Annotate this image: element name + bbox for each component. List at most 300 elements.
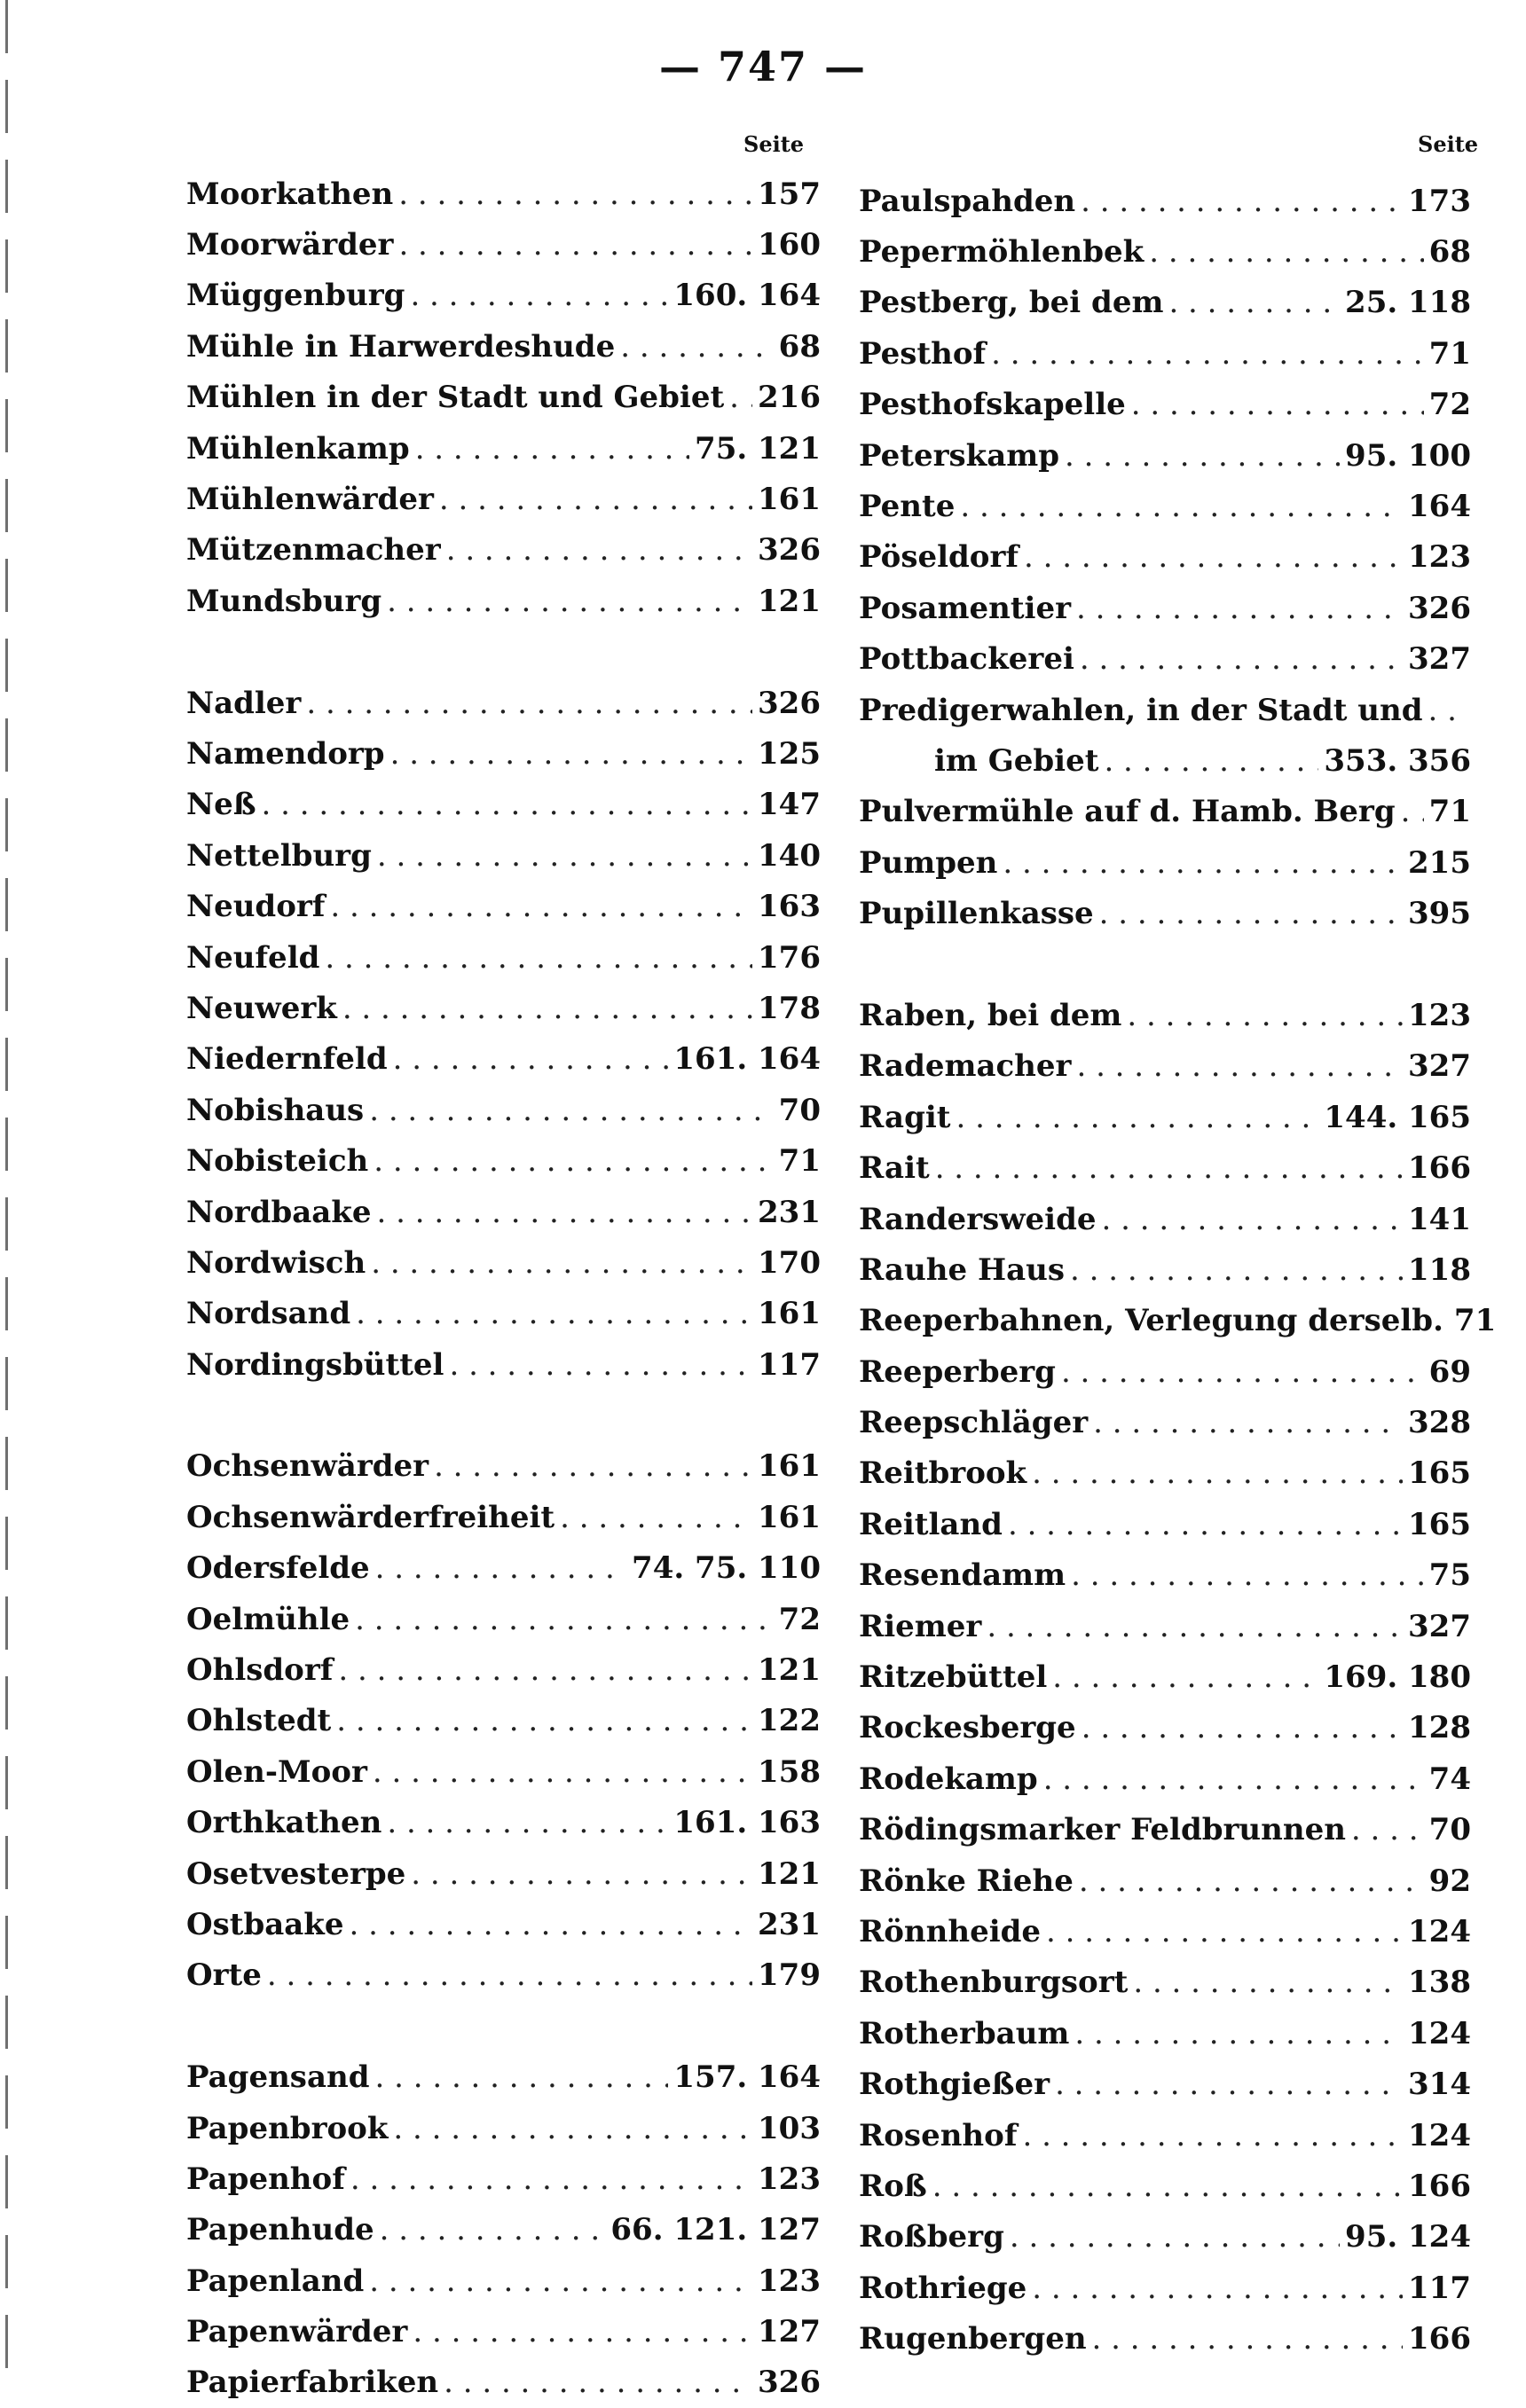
- dot-leader: [350, 2161, 752, 2197]
- entry-pages: 124: [1408, 2117, 1471, 2153]
- index-entry: [859, 1550, 1471, 1601]
- dot-leader: [956, 1100, 1318, 1135]
- index-entry: [186, 1798, 821, 1848]
- dot-leader: [387, 584, 752, 619]
- index-entry: [186, 1441, 821, 1492]
- index-entry: [186, 2357, 821, 2408]
- dot-leader: [1079, 1863, 1424, 1899]
- entry-pages: 68: [778, 328, 821, 365]
- entry-pages: 25. 118: [1345, 285, 1471, 321]
- entry-name: Müggenburg: [186, 278, 405, 314]
- dot-leader: [991, 336, 1424, 372]
- index-entry: [859, 583, 1471, 633]
- entry-name: Osetvesterpe: [186, 1855, 406, 1892]
- column-label-seite-left: Seite: [743, 131, 805, 157]
- index-entry: [186, 576, 821, 626]
- dot-leader: [330, 889, 752, 924]
- entry-name: Rosenhof: [859, 2117, 1018, 2153]
- entry-name: Reitland: [859, 1506, 1003, 1542]
- entry-pages: 231: [758, 1906, 821, 1942]
- entry-name: Raben, bei dem: [859, 997, 1122, 1033]
- dot-leader: [560, 1500, 752, 1535]
- entry-pages: 164: [1408, 489, 1471, 525]
- dot-leader: [342, 991, 752, 1026]
- index-entry: [186, 219, 821, 270]
- entry-name: Papenhof: [186, 2161, 345, 2197]
- dot-leader: [1082, 1710, 1403, 1745]
- entry-name: Ostbaake: [186, 1906, 344, 1942]
- entry-pages: 327: [1408, 1048, 1471, 1085]
- index-entry: [859, 2110, 1471, 2161]
- entry-pages: 68: [1428, 234, 1471, 271]
- entry-pages: 123: [1408, 539, 1471, 576]
- entry-name: Oelmühle: [186, 1601, 350, 1637]
- entry-pages: 326: [758, 685, 821, 721]
- dot-leader: [1092, 2321, 1403, 2357]
- entry-pages: 160: [758, 227, 821, 263]
- index-entry: [859, 1041, 1471, 1092]
- entry-name: Nordbaake: [186, 1194, 372, 1230]
- group-separator: [186, 1390, 821, 1440]
- entry-name: Mühlen in der Stadt und Gebiet: [186, 380, 725, 416]
- entry-pages: 144. 165: [1324, 1099, 1471, 1135]
- dot-leader: [1003, 845, 1403, 881]
- entry-name: Rodekamp: [859, 1761, 1038, 1797]
- entry-name: Randersweide: [859, 1201, 1097, 1237]
- entry-name: Rothriege: [859, 2270, 1027, 2306]
- entry-name: Moorkathen: [186, 176, 394, 212]
- dot-leader: [1043, 1761, 1424, 1797]
- dot-leader: [267, 1957, 752, 1993]
- index-entry: [186, 169, 821, 219]
- dot-leader: [411, 1856, 752, 1892]
- group-separator: [859, 939, 1471, 990]
- entry-pages: 161. 164: [673, 1041, 821, 1078]
- entry-name: Pente: [859, 489, 956, 525]
- entry-pages: 161: [758, 1296, 821, 1332]
- dot-leader: [373, 1754, 752, 1790]
- dot-leader: [444, 2365, 752, 2400]
- entry-name: Roßberg: [859, 2219, 1004, 2255]
- dot-leader: [1101, 1202, 1403, 1237]
- index-entry: [186, 932, 821, 983]
- dot-leader: [371, 1245, 752, 1281]
- entry-name: Ritzebüttel: [859, 1659, 1048, 1696]
- index-entry: [859, 1499, 1471, 1549]
- index-entry: [859, 634, 1471, 685]
- dot-leader: [390, 736, 752, 772]
- entry-pages: 140: [758, 837, 821, 874]
- index-entry: [186, 2051, 821, 2102]
- entry-pages: 95. 124: [1345, 2219, 1471, 2255]
- entry-name: Olen-Moor: [186, 1753, 367, 1790]
- entry-pages: 122: [758, 1703, 821, 1739]
- entry-pages: 125: [758, 735, 821, 772]
- index-entry: [186, 1085, 821, 1135]
- entry-pages: 72: [1428, 387, 1471, 423]
- entry-name: Odersfelde: [186, 1550, 370, 1587]
- dot-leader: [1127, 998, 1403, 1033]
- index-entry: [859, 1703, 1471, 1753]
- entry-name: Paulspahden: [859, 183, 1076, 219]
- index-entry: [186, 373, 821, 423]
- dot-leader: [369, 1093, 773, 1128]
- index-column-right: [859, 176, 1497, 2365]
- dot-leader: [336, 1703, 752, 1738]
- entry-name: Orthkathen: [186, 1805, 382, 1841]
- entry-name: Rademacher: [859, 1048, 1072, 1085]
- entry-pages: 118: [1408, 1251, 1471, 1288]
- entry-name: Rauhe Haus: [859, 1251, 1065, 1288]
- index-entry: [859, 2161, 1471, 2211]
- dot-leader: [1071, 1557, 1424, 1593]
- index-entry: [186, 1594, 821, 1644]
- dot-leader: [393, 2111, 752, 2146]
- entry-pages: 173: [1408, 183, 1471, 219]
- entry-pages: 215: [1408, 844, 1471, 881]
- entry-name: Papenland: [186, 2263, 365, 2299]
- index-entry: [859, 1194, 1471, 1244]
- index-entry: [859, 1601, 1471, 1651]
- dot-leader: [376, 1195, 752, 1230]
- entry-name: Nobisteich: [186, 1143, 369, 1180]
- index-entry: [186, 728, 821, 779]
- index-entry: [186, 1289, 821, 1339]
- entry-name: Reepschläger: [859, 1405, 1089, 1441]
- entry-name: Rait: [859, 1150, 930, 1187]
- entry-name: Ochsenwärder: [186, 1448, 429, 1485]
- dot-leader: [620, 329, 773, 365]
- entry-pages: 70: [1428, 1812, 1471, 1848]
- dot-leader: [415, 431, 689, 467]
- dot-leader: [1055, 2067, 1403, 2102]
- index-entry: [186, 1746, 821, 1797]
- entry-pages: 157. 164: [673, 2059, 821, 2096]
- entry-name: Rothenburgsort: [859, 1965, 1129, 2001]
- dot-leader: [434, 1448, 752, 1484]
- entry-pages: 161: [758, 1448, 821, 1485]
- dot-leader: [1133, 1965, 1403, 2000]
- dot-leader: [398, 227, 752, 263]
- index-entry: [186, 2103, 821, 2153]
- index-entry: [186, 423, 821, 474]
- entry-pages: 157: [758, 176, 821, 212]
- entry-pages: 69: [1428, 1353, 1471, 1390]
- entry-pages: 121: [758, 583, 821, 619]
- entry-pages: 127: [758, 2314, 821, 2350]
- entry-name: Mühlenkamp: [186, 430, 410, 467]
- index-entry: [859, 1906, 1471, 1957]
- entry-pages: 231: [758, 1194, 821, 1230]
- entry-name: Ohlsdorf: [186, 1652, 334, 1689]
- index-entry: [186, 474, 821, 524]
- entry-name: Rönke Riehe: [859, 1863, 1074, 1899]
- entry-name: Ohlstedt: [186, 1703, 332, 1739]
- dot-leader: [350, 1907, 753, 1942]
- page-edge-line: [5, 0, 8, 2377]
- dot-leader: [398, 176, 752, 212]
- index-entry: [859, 1957, 1471, 2008]
- index-entry: [186, 2205, 821, 2255]
- entry-name: Mützenmacher: [186, 532, 441, 569]
- entry-pages: 71: [1428, 794, 1471, 830]
- index-entry: [859, 2263, 1471, 2313]
- entry-name: Predigerwahlen, in der Stadt und: [859, 692, 1423, 728]
- dot-leader: [1131, 387, 1424, 422]
- entry-name: Nadler: [186, 685, 302, 721]
- entry-name: Reeperbahnen, Verlegung derselb.: [859, 1303, 1443, 1339]
- index-entry: [859, 278, 1471, 328]
- column-label-seite-right: Seite: [1418, 131, 1479, 157]
- index-entry: [859, 380, 1471, 430]
- dot-leader: [1074, 2016, 1403, 2051]
- index-entry: [186, 1237, 821, 1288]
- index-entry: [186, 1034, 821, 1085]
- entry-name: Resendamm: [859, 1557, 1066, 1594]
- index-entry-continuation: [859, 735, 1471, 786]
- dot-leader: [1061, 1354, 1424, 1390]
- entry-pages: 128: [1408, 1710, 1471, 1746]
- dot-leader: [1081, 184, 1403, 219]
- dot-leader: [325, 940, 752, 976]
- dot-leader: [375, 1550, 626, 1586]
- dot-leader: [413, 2314, 752, 2349]
- index-entry: [859, 1651, 1471, 1702]
- entry-pages: 353. 356: [1324, 742, 1471, 779]
- entry-name: Neß: [186, 787, 256, 823]
- entry-pages: 141: [1408, 1201, 1471, 1237]
- entry-name: Ochsenwärderfreiheit: [186, 1499, 555, 1535]
- index-entry: [186, 1848, 821, 1899]
- dot-leader: [1093, 1405, 1403, 1440]
- dot-leader: [729, 380, 752, 415]
- group-separator: [186, 627, 821, 678]
- index-entry: [186, 1187, 821, 1237]
- entry-name: Nordsand: [186, 1296, 351, 1332]
- index-entry: [859, 2313, 1471, 2364]
- entry-pages: 75. 121: [695, 430, 821, 467]
- dot-leader: [935, 1150, 1403, 1186]
- index-entry: [859, 2212, 1471, 2263]
- index-entry: [859, 176, 1471, 226]
- index-entry: [186, 780, 821, 830]
- entry-name: Pöseldorf: [859, 539, 1019, 576]
- entry-pages: 71: [1428, 335, 1471, 372]
- entry-name: Nordingsbüttel: [186, 1346, 444, 1383]
- entry-pages: 124: [1408, 1913, 1471, 1949]
- entry-pages: 121: [758, 1652, 821, 1689]
- dot-leader: [380, 2212, 606, 2247]
- entry-name: Papenwärder: [186, 2314, 408, 2350]
- entry-name: Rothgießer: [859, 2067, 1050, 2103]
- entry-name: Niedernfeld: [186, 1041, 388, 1078]
- entry-name: Neufeld: [186, 939, 320, 976]
- entry-name: Rödingsmarker Feldbrunnen: [859, 1812, 1346, 1848]
- index-entry: [859, 2059, 1471, 2109]
- dot-leader: [1046, 1914, 1403, 1949]
- dot-leader: [446, 532, 752, 568]
- entry-name: Pupillenkasse: [859, 896, 1094, 932]
- entry-pages: 71: [778, 1143, 821, 1180]
- entry-pages: 327: [1408, 641, 1471, 678]
- index-entry: [186, 2306, 821, 2357]
- entry-pages: 169. 180: [1324, 1659, 1471, 1696]
- entry-name: Mundsburg: [186, 583, 382, 619]
- entry-pages: 161: [758, 1499, 821, 1535]
- entry-pages: 123: [1408, 997, 1471, 1033]
- index-entry: [859, 1397, 1471, 1447]
- dot-leader: [374, 1143, 773, 1179]
- index-entry: [859, 328, 1471, 379]
- entry-pages: 163: [758, 889, 821, 925]
- entry-pages: 71: [1453, 1303, 1497, 1339]
- index-entry: [186, 1339, 821, 1390]
- index-entry: [186, 983, 821, 1033]
- entry-pages: 326: [758, 532, 821, 569]
- entry-pages: 95. 100: [1345, 437, 1471, 474]
- dot-leader: [1032, 1455, 1403, 1491]
- entry-name: Namendorp: [186, 735, 385, 772]
- entry-name: Peterskamp: [859, 437, 1060, 474]
- dot-leader: [356, 1296, 752, 1331]
- entry-name: Pestberg, bei dem: [859, 285, 1164, 321]
- index-entry: [186, 271, 821, 321]
- dot-leader: [1104, 743, 1318, 779]
- dot-leader: [1080, 641, 1403, 677]
- dot-leader: [262, 787, 752, 822]
- entry-pages: 161: [758, 482, 821, 518]
- index-entry: [186, 1950, 821, 2001]
- index-entry: [186, 678, 821, 728]
- entry-pages: 166: [1408, 2321, 1471, 2357]
- dot-leader: [1008, 1507, 1403, 1542]
- dot-leader: [439, 482, 752, 517]
- index-entry: [859, 1753, 1471, 1804]
- entry-pages: 314: [1408, 2067, 1471, 2103]
- entry-pages: 72: [778, 1601, 821, 1637]
- page-number: — 747 —: [658, 43, 868, 90]
- dot-leader: [1168, 285, 1340, 320]
- entry-name: Posamentier: [859, 590, 1071, 626]
- dot-leader: [410, 278, 668, 313]
- dot-leader: [1052, 1659, 1318, 1695]
- index-entry: [186, 1543, 821, 1594]
- entry-name: Orte: [186, 1957, 262, 1994]
- entry-pages: 170: [758, 1244, 821, 1281]
- entry-name: Ragit: [859, 1099, 951, 1135]
- entry-name: Papierfabriken: [186, 2365, 439, 2401]
- dot-leader: [306, 686, 752, 721]
- entry-name: Rönnheide: [859, 1913, 1042, 1949]
- index-entry: [859, 787, 1471, 837]
- entry-pages: 74: [1428, 1761, 1471, 1797]
- entry-name: Pumpen: [859, 844, 998, 881]
- dot-leader: [1076, 591, 1403, 626]
- dot-leader: [1401, 794, 1424, 829]
- entry-pages: 178: [758, 990, 821, 1026]
- index-entry: [859, 1805, 1471, 1855]
- dot-leader: [393, 1041, 669, 1077]
- entry-pages: 216: [758, 380, 821, 416]
- index-entry: [859, 990, 1471, 1040]
- dot-leader: [1076, 1048, 1403, 1084]
- index-entry: [186, 1644, 821, 1695]
- entry-pages: 74. 75. 110: [632, 1550, 821, 1587]
- dot-leader: [1070, 1252, 1403, 1288]
- index-entry: [186, 1696, 821, 1746]
- entry-pages: 70: [778, 1092, 821, 1128]
- entry-pages: 123: [758, 2161, 821, 2197]
- entry-pages: 166: [1408, 1150, 1471, 1187]
- entry-pages: 395: [1408, 896, 1471, 932]
- entry-name: Neuwerk: [186, 990, 337, 1026]
- entry-pages: 75: [1428, 1557, 1471, 1594]
- entry-pages: 66. 121. 127: [610, 2212, 821, 2248]
- dot-leader: [1032, 2271, 1403, 2306]
- entry-pages: 326: [758, 2365, 821, 2401]
- entry-name: Nordwisch: [186, 1244, 366, 1281]
- dot-leader: [374, 2059, 668, 2095]
- index-entry: [186, 2153, 821, 2204]
- entry-name: Reeperberg: [859, 1353, 1056, 1390]
- entry-pages: 166: [1408, 2168, 1471, 2204]
- index-entry: [186, 830, 821, 881]
- entry-pages: 165: [1408, 1506, 1471, 1542]
- dot-leader: [1099, 896, 1403, 931]
- index-entry: [186, 1492, 821, 1542]
- index-entry: [859, 1855, 1471, 1906]
- entry-pages: 176: [758, 939, 821, 976]
- dot-leader: [355, 1602, 774, 1637]
- entry-pages: 138: [1408, 1965, 1471, 2001]
- index-entry: [186, 525, 821, 576]
- entry-pages: 161. 163: [673, 1805, 821, 1841]
- dot-leader: [932, 2169, 1403, 2204]
- entry-name: Pesthof: [859, 335, 987, 372]
- dot-leader: [1351, 1812, 1424, 1847]
- entry-name: Pesthofskapelle: [859, 387, 1126, 423]
- index-entry: [186, 1899, 821, 1949]
- index-entry: [859, 685, 1471, 735]
- entry-pages: 103: [758, 2110, 821, 2146]
- index-entry: [859, 481, 1471, 531]
- entry-name: Nettelburg: [186, 837, 372, 874]
- dot-leader: [1010, 2219, 1340, 2255]
- index-entry: [859, 2008, 1471, 2059]
- index-entry: [859, 430, 1471, 481]
- dot-leader: [1065, 438, 1340, 474]
- dot-leader: [1149, 234, 1423, 270]
- entry-name: Reitbrook: [859, 1455, 1027, 1492]
- entry-name: Roß: [859, 2168, 927, 2204]
- entry-name: Papenhude: [186, 2212, 374, 2248]
- dot-leader: [1022, 2118, 1403, 2153]
- index-entry: [859, 226, 1471, 277]
- entry-name: Nobishaus: [186, 1092, 365, 1128]
- entry-name: Neudorf: [186, 889, 326, 925]
- entry-name: Mühle in Harwerdeshude: [186, 328, 616, 365]
- entry-name: Riemer: [859, 1608, 982, 1644]
- index-entry: [186, 1135, 821, 1186]
- entry-name: Rotherbaum: [859, 2015, 1070, 2051]
- entry-name: Rockesberge: [859, 1710, 1076, 1746]
- index-entry: [859, 888, 1471, 938]
- entry-name: Pottbackerei: [859, 641, 1074, 678]
- entry-pages: 124: [1408, 2015, 1471, 2051]
- entry-pages: 92: [1428, 1863, 1471, 1899]
- dot-leader: [987, 1609, 1403, 1644]
- entry-name: Rugenbergen: [859, 2321, 1087, 2357]
